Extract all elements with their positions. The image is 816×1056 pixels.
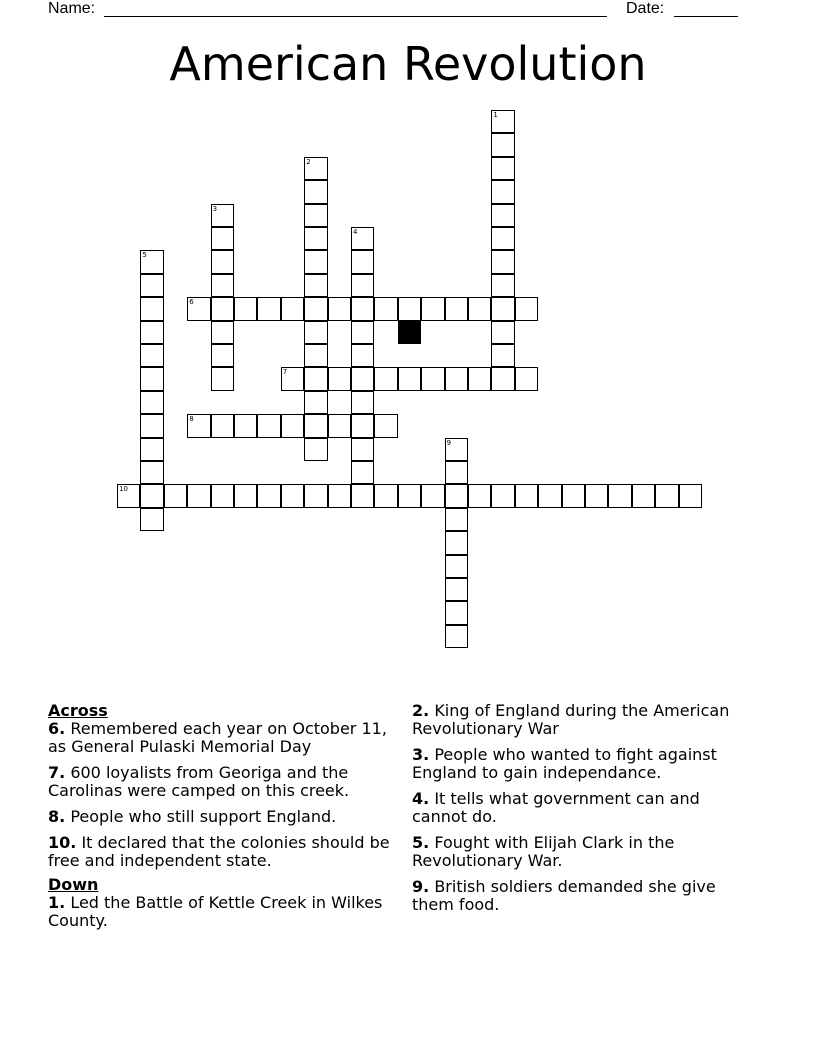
clue-across-8 bbox=[48, 808, 393, 826]
grid-cell[interactable] bbox=[328, 367, 351, 390]
grid-cell[interactable] bbox=[140, 274, 163, 297]
clue-number: 8. bbox=[48, 807, 66, 826]
grid-cell[interactable] bbox=[351, 250, 374, 273]
grid-cell[interactable] bbox=[211, 297, 234, 320]
cell-number: 1 bbox=[493, 111, 498, 119]
grid-cell[interactable] bbox=[655, 484, 678, 507]
clue-across-6 bbox=[48, 720, 393, 756]
grid-cell[interactable] bbox=[304, 204, 327, 227]
grid-cell[interactable] bbox=[304, 367, 327, 390]
grid-cell[interactable] bbox=[281, 367, 304, 390]
grid-cell[interactable] bbox=[140, 297, 163, 320]
grid-cell[interactable] bbox=[304, 297, 327, 320]
grid-cell[interactable] bbox=[257, 484, 280, 507]
clue-down-2 bbox=[412, 702, 757, 738]
grid-cell[interactable] bbox=[304, 274, 327, 297]
grid-cell[interactable] bbox=[445, 461, 468, 484]
grid-cell[interactable] bbox=[304, 438, 327, 461]
grid-cell[interactable] bbox=[211, 344, 234, 367]
clue-across-10 bbox=[48, 834, 393, 870]
grid-cell[interactable] bbox=[374, 297, 397, 320]
grid-cell[interactable] bbox=[140, 321, 163, 344]
grid-cell[interactable] bbox=[140, 508, 163, 531]
grid-cell[interactable] bbox=[445, 508, 468, 531]
clue-across-7 bbox=[48, 764, 393, 800]
grid-cell[interactable] bbox=[491, 180, 514, 203]
grid-cell[interactable] bbox=[140, 344, 163, 367]
grid-cell[interactable] bbox=[328, 414, 351, 437]
grid-cell[interactable] bbox=[445, 578, 468, 601]
grid-cell[interactable] bbox=[304, 391, 327, 414]
grid-cell[interactable] bbox=[304, 157, 327, 180]
grid-cell[interactable] bbox=[211, 484, 234, 507]
clue-number: 7. bbox=[48, 763, 66, 782]
cell-number: 6 bbox=[189, 298, 194, 307]
grid-cell[interactable] bbox=[234, 297, 257, 320]
grid-cell[interactable] bbox=[351, 321, 374, 344]
cell-number: 5 bbox=[142, 251, 147, 260]
grid-cell[interactable] bbox=[257, 297, 280, 320]
grid-cell[interactable] bbox=[538, 484, 561, 507]
grid-cell[interactable] bbox=[445, 531, 468, 554]
grid-cell[interactable] bbox=[304, 484, 327, 507]
clue-number: 4. bbox=[412, 789, 430, 808]
grid-cell[interactable] bbox=[234, 484, 257, 507]
clue-text: Fought with Elijah Clark in the Revolutionary War. bbox=[412, 833, 675, 870]
grid-cell[interactable] bbox=[351, 227, 374, 250]
grid-cell[interactable] bbox=[351, 484, 374, 507]
grid-cell[interactable] bbox=[351, 414, 374, 437]
grid-cell[interactable] bbox=[398, 297, 421, 320]
grid-cell[interactable] bbox=[281, 297, 304, 320]
grid-cell[interactable] bbox=[351, 297, 374, 320]
grid-cell[interactable] bbox=[257, 414, 280, 437]
grid-cell[interactable] bbox=[468, 297, 491, 320]
grid-cell[interactable] bbox=[234, 414, 257, 437]
clue-number: 10. bbox=[48, 833, 77, 852]
name-label: Name: bbox=[48, 0, 96, 17]
grid-cell[interactable] bbox=[468, 367, 491, 390]
grid-cell[interactable] bbox=[140, 367, 163, 390]
across-heading: Across bbox=[48, 701, 108, 720]
clue-text: People who still support England. bbox=[70, 807, 337, 826]
clue-text: 600 loyalists from Georiga and the Carolinas were camped on this creek. bbox=[48, 763, 350, 800]
grid-cell[interactable] bbox=[374, 367, 397, 390]
grid-cell[interactable] bbox=[515, 297, 538, 320]
grid-cell[interactable] bbox=[140, 414, 163, 437]
clue-column-right bbox=[412, 702, 757, 922]
clue-number: 3. bbox=[412, 745, 430, 764]
grid-cell[interactable] bbox=[351, 367, 374, 390]
grid-cell[interactable] bbox=[445, 601, 468, 624]
grid-cell[interactable] bbox=[491, 110, 514, 133]
grid-cell[interactable] bbox=[328, 484, 351, 507]
grid-cell[interactable] bbox=[211, 227, 234, 250]
clue-down-9 bbox=[412, 878, 757, 914]
grid-cell[interactable] bbox=[491, 297, 514, 320]
grid-cell[interactable] bbox=[211, 274, 234, 297]
grid-cell[interactable] bbox=[445, 555, 468, 578]
grid-cell[interactable] bbox=[140, 250, 163, 273]
cell-number: 10 bbox=[119, 485, 128, 494]
grid-cell[interactable] bbox=[351, 391, 374, 414]
grid-cell[interactable] bbox=[140, 484, 163, 507]
clue-number: 9. bbox=[412, 877, 430, 896]
grid-black-cell bbox=[398, 321, 421, 344]
grid-cell[interactable] bbox=[398, 484, 421, 507]
grid-cell[interactable] bbox=[304, 180, 327, 203]
grid-cell[interactable] bbox=[351, 461, 374, 484]
grid-cell[interactable] bbox=[351, 274, 374, 297]
grid-cell[interactable] bbox=[304, 321, 327, 344]
cell-number: 2 bbox=[306, 157, 311, 166]
grid-cell[interactable] bbox=[445, 484, 468, 507]
clue-text: Led the Battle of Kettle Creek in Wilkes County. bbox=[48, 893, 383, 930]
grid-cell[interactable] bbox=[187, 297, 210, 320]
grid-cell[interactable] bbox=[491, 274, 514, 297]
clue-down-3 bbox=[412, 746, 757, 782]
grid-cell[interactable] bbox=[211, 321, 234, 344]
grid-cell[interactable] bbox=[328, 297, 351, 320]
clue-down-4 bbox=[412, 790, 757, 826]
cell-number: 7 bbox=[282, 368, 288, 377]
grid-cell[interactable] bbox=[187, 484, 210, 507]
grid-cell[interactable] bbox=[304, 344, 327, 367]
grid-cell[interactable] bbox=[351, 344, 374, 367]
cell-number: 4 bbox=[353, 228, 358, 236]
grid-cell[interactable] bbox=[281, 484, 304, 507]
grid-cell[interactable] bbox=[374, 484, 397, 507]
grid-cell[interactable] bbox=[491, 204, 514, 227]
grid-cell[interactable] bbox=[351, 438, 374, 461]
grid-cell[interactable] bbox=[304, 227, 327, 250]
grid-cell[interactable] bbox=[211, 250, 234, 273]
grid-cell[interactable] bbox=[117, 484, 140, 507]
grid-cell[interactable] bbox=[304, 414, 327, 437]
clue-column-left bbox=[48, 702, 393, 938]
grid-cell[interactable] bbox=[491, 227, 514, 250]
grid-cell[interactable] bbox=[445, 297, 468, 320]
clue-number: 2. bbox=[412, 701, 430, 720]
grid-cell[interactable] bbox=[491, 250, 514, 273]
clue-down-1 bbox=[48, 894, 393, 930]
clue-text: King of England during the American Revolutionary War bbox=[412, 701, 730, 738]
grid-cell[interactable] bbox=[585, 484, 608, 507]
grid-cell[interactable] bbox=[491, 484, 514, 507]
cell-number: 8 bbox=[189, 415, 194, 424]
clue-number: 5. bbox=[412, 833, 430, 852]
clue-text: People who wanted to fight against England to gain independance. bbox=[412, 745, 717, 782]
clue-text: It tells what government can and cannot do. bbox=[412, 789, 700, 826]
date-label: Date: bbox=[626, 0, 665, 17]
grid-cell[interactable] bbox=[562, 484, 585, 507]
grid-cell[interactable] bbox=[491, 344, 514, 367]
grid-cell[interactable] bbox=[187, 414, 210, 437]
grid-cell[interactable] bbox=[281, 414, 304, 437]
grid-cell[interactable] bbox=[164, 484, 187, 507]
clue-text: British soldiers demanded she give them food. bbox=[412, 877, 716, 914]
grid-cell[interactable] bbox=[491, 157, 514, 180]
grid-cell[interactable] bbox=[608, 484, 631, 507]
grid-cell[interactable] bbox=[304, 250, 327, 273]
grid-cell[interactable] bbox=[398, 367, 421, 390]
grid-cell[interactable] bbox=[211, 204, 234, 227]
grid-cell[interactable] bbox=[468, 484, 491, 507]
clue-down-5 bbox=[412, 834, 757, 870]
grid-cell[interactable] bbox=[140, 438, 163, 461]
grid-cell[interactable] bbox=[140, 461, 163, 484]
clue-text: Remembered each year on October 11, as General Pulaski Memorial Day bbox=[48, 719, 387, 756]
clue-text: It declared that the colonies should be free and independent state. bbox=[48, 833, 390, 870]
grid-cell[interactable] bbox=[374, 414, 397, 437]
clue-number: 6. bbox=[48, 719, 66, 738]
grid-cell[interactable] bbox=[632, 484, 655, 507]
grid-cell[interactable] bbox=[211, 414, 234, 437]
down-heading: Down bbox=[48, 875, 99, 894]
grid-cell[interactable] bbox=[445, 367, 468, 390]
grid-cell[interactable] bbox=[679, 484, 702, 507]
cell-number: 9 bbox=[446, 438, 452, 447]
grid-cell[interactable] bbox=[491, 367, 514, 390]
grid-cell[interactable] bbox=[211, 367, 234, 390]
clue-number: 1. bbox=[48, 893, 66, 912]
grid-cell[interactable] bbox=[445, 438, 468, 461]
grid-cell[interactable] bbox=[491, 133, 514, 156]
grid-cell[interactable] bbox=[515, 484, 538, 507]
grid-cell[interactable] bbox=[515, 367, 538, 390]
grid-cell[interactable] bbox=[421, 367, 444, 390]
grid-cell[interactable] bbox=[491, 321, 514, 344]
grid-cell[interactable] bbox=[421, 484, 444, 507]
grid-cell[interactable] bbox=[140, 391, 163, 414]
grid-cell[interactable] bbox=[421, 297, 444, 320]
page-title: American Revolution bbox=[169, 37, 647, 91]
cell-number: 3 bbox=[212, 204, 218, 213]
grid-cell[interactable] bbox=[445, 625, 468, 648]
